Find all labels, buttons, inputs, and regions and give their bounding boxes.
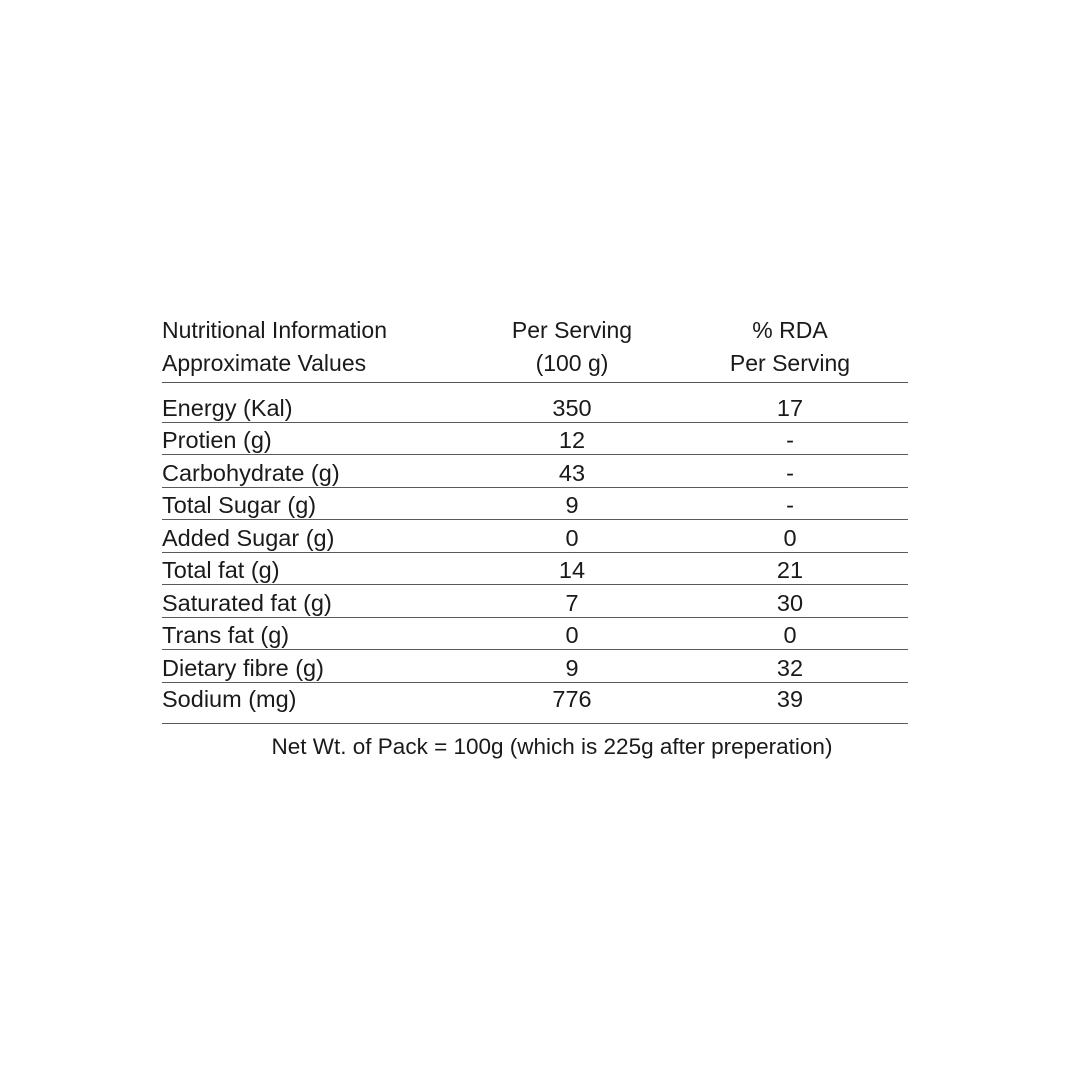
- nutrient-name: Total Sugar (g): [162, 492, 317, 518]
- rda-value: -: [786, 459, 794, 486]
- table-row: [162, 585, 908, 618]
- per-serving-value: 0: [565, 524, 579, 551]
- rda-value: 21: [776, 557, 804, 583]
- per-serving-value: 9: [565, 492, 579, 518]
- table-body: [162, 390, 908, 724]
- rda-value: 0: [783, 524, 797, 551]
- rda-value: 0: [783, 622, 797, 648]
- per-serving-value: 7: [565, 589, 579, 616]
- rda-value: 32: [776, 654, 804, 681]
- nutrient-name: Total fat (g): [162, 557, 280, 583]
- table-row: [162, 390, 908, 423]
- header-col3-line2: Per Serving: [729, 350, 851, 376]
- rda-value: 39: [776, 685, 804, 712]
- nutrient-name: Added Sugar (g): [162, 524, 335, 551]
- per-serving-value: 350: [552, 394, 592, 421]
- table-row: [162, 423, 908, 456]
- per-serving-value: 0: [565, 622, 579, 648]
- rda-value: -: [786, 492, 794, 518]
- table-row: [162, 520, 908, 553]
- per-serving-value: 12: [558, 427, 586, 453]
- header-col1-line1: Nutritional Information: [162, 317, 387, 343]
- nutrient-name: Saturated fat (g): [162, 589, 332, 616]
- rda-value: -: [786, 427, 794, 453]
- table-row: [162, 553, 908, 586]
- table-row: [162, 618, 908, 651]
- nutrition-table: [162, 314, 908, 762]
- header-col3-line1: % RDA: [752, 317, 828, 343]
- table-row: [162, 488, 908, 521]
- per-serving-value: 776: [552, 685, 592, 712]
- nutrient-name: Dietary fibre (g): [162, 654, 324, 681]
- per-serving-value: 9: [565, 654, 579, 681]
- header-nutritional-information: [162, 314, 472, 380]
- nutrient-name: Protien (g): [162, 427, 272, 453]
- per-serving-value: 14: [558, 557, 586, 583]
- table-row: [162, 650, 908, 683]
- nutrient-name: Energy (Kal): [162, 394, 293, 421]
- per-serving-value: 43: [558, 459, 586, 486]
- rda-value: 17: [776, 394, 804, 421]
- header-per-serving: [472, 314, 672, 380]
- header-col2-line1: Per Serving: [511, 317, 633, 343]
- net-weight-footnote: Net Wt. of Pack = 100g (which is 225g after preperation): [271, 733, 833, 759]
- header-col2-line2: (100 g): [535, 350, 609, 376]
- nutrient-name: Trans fat (g): [162, 622, 290, 648]
- rda-value: 30: [776, 589, 804, 616]
- nutrient-name: Carbohydrate (g): [162, 459, 340, 486]
- table-row: [162, 683, 908, 724]
- table-header: [162, 314, 908, 383]
- header-col1-line2: Approximate Values: [162, 350, 367, 376]
- table-row: [162, 455, 908, 488]
- nutrient-name: Sodium (mg): [162, 685, 297, 712]
- header-rda: [672, 314, 908, 380]
